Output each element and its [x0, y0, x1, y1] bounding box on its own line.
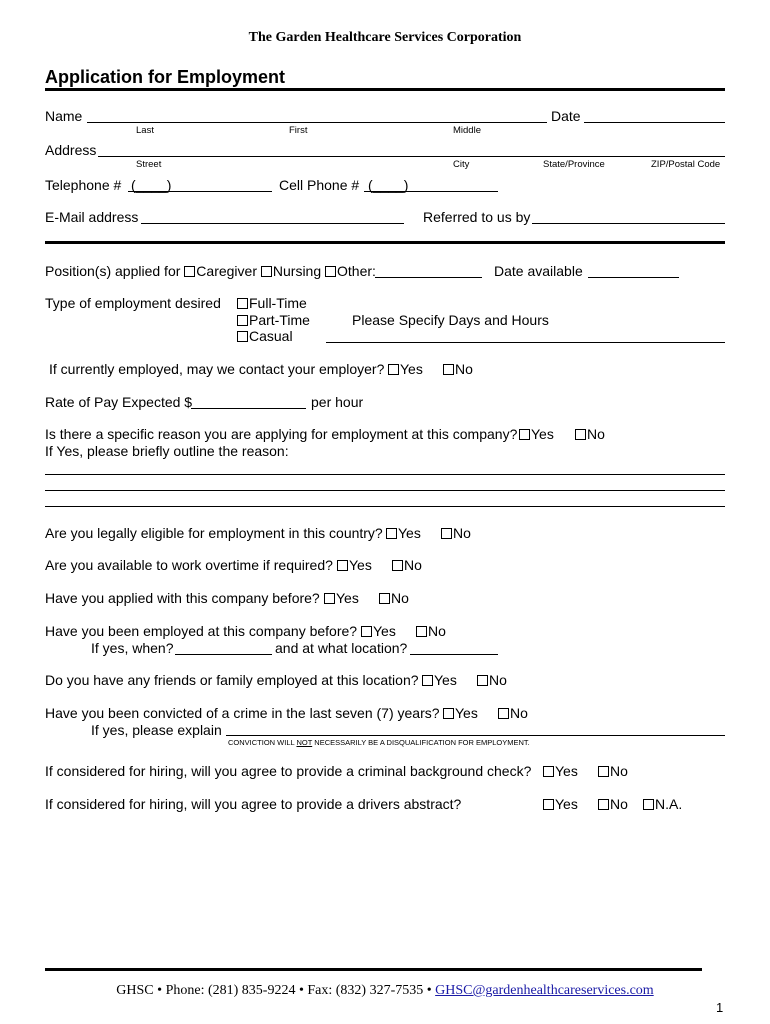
rate-label: Rate of Pay Expected $ — [45, 394, 193, 410]
conviction-note-end: NECESSARILY BE A DISQUALIFICATION FOR EMPLOYMENT. — [312, 738, 530, 747]
contact-yes-checkbox[interactable] — [388, 364, 399, 375]
crime-yes-option — [443, 705, 478, 721]
overtime-yes-option — [337, 557, 372, 573]
drivers-no-checkbox[interactable] — [598, 799, 609, 810]
overtime-no-option — [392, 557, 422, 573]
applied-yes-checkbox[interactable] — [324, 593, 335, 604]
other-label: Other: — [337, 263, 376, 279]
date-available-label: Date available — [494, 263, 583, 279]
eligible-yes-checkbox[interactable] — [386, 528, 397, 539]
reason-line-1[interactable] — [45, 474, 725, 475]
overtime-no-checkbox[interactable] — [392, 560, 403, 571]
friends-yes-option — [422, 672, 457, 688]
background-question: If considered for hiring, will you agree to provide a criminal background check? — [45, 763, 532, 779]
employed-yes-label: Yes — [373, 623, 396, 639]
overtime-no-label: No — [404, 557, 422, 573]
email-label: E-Mail address — [45, 209, 139, 225]
reason-no-label: No — [587, 426, 605, 442]
zip-sublabel: ZIP/Postal Code — [651, 159, 721, 170]
reason-no-option — [575, 426, 605, 442]
background-no-option — [598, 763, 628, 779]
friends-yes-label: Yes — [434, 672, 457, 688]
specify-days-label: Please Specify Days and Hours — [352, 312, 549, 328]
crime-question: Have you been convicted of a crime in the last seven (7) years? — [45, 705, 440, 721]
drivers-question: If considered for hiring, will you agree to provide a drivers abstract? — [45, 796, 462, 812]
friends-question: Do you have any friends or family employed at this location? — [45, 672, 419, 688]
eligible-no-checkbox[interactable] — [441, 528, 452, 539]
full-time-label: Full-Time — [249, 295, 307, 311]
cell-area: (____) — [368, 177, 409, 193]
telephone-label: Telephone # — [45, 177, 122, 193]
footer-bullet-2: • — [298, 983, 304, 998]
reason-line-3[interactable] — [45, 506, 725, 507]
drivers-na-checkbox[interactable] — [643, 799, 654, 810]
part-time-option — [237, 312, 310, 328]
friends-yes-checkbox[interactable] — [422, 675, 433, 686]
drivers-yes-label: Yes — [555, 796, 578, 812]
background-no-label: No — [610, 763, 628, 779]
background-yes-label: Yes — [555, 763, 578, 779]
employed-when-label: If yes, when? — [91, 640, 174, 656]
overtime-question: Are you available to work overtime if required? — [45, 557, 333, 573]
position-row — [45, 263, 376, 279]
eligible-no-option — [441, 525, 471, 541]
employed-no-label: No — [428, 623, 446, 639]
drivers-na-option — [643, 796, 682, 812]
eligible-yes-option — [386, 525, 421, 541]
crime-explain-field[interactable] — [226, 735, 725, 736]
casual-label: Casual — [249, 328, 293, 344]
eligible-question: Are you legally eligible for employment in this country? — [45, 525, 383, 541]
street-sublabel: Street — [136, 159, 162, 170]
applied-no-label: No — [391, 590, 409, 606]
applied-no-option — [379, 590, 409, 606]
referred-field[interactable] — [532, 223, 725, 224]
other-checkbox[interactable] — [325, 266, 336, 277]
employed-location-label: and at what location? — [275, 640, 408, 656]
specify-days-field[interactable] — [326, 342, 725, 343]
overtime-yes-label: Yes — [349, 557, 372, 573]
employed-no-checkbox[interactable] — [416, 626, 427, 637]
contact-employer-question: If currently employed, may we contact your employer? — [49, 361, 385, 377]
address-label: Address — [45, 142, 97, 158]
applied-no-checkbox[interactable] — [379, 593, 390, 604]
crime-yes-label: Yes — [455, 705, 478, 721]
reason-yes-checkbox[interactable] — [519, 429, 530, 440]
page-number: 1 — [716, 1000, 724, 1015]
contact-no-checkbox[interactable] — [443, 364, 454, 375]
applied-yes-label: Yes — [336, 590, 359, 606]
employed-no-option — [416, 623, 446, 639]
footer-bullet-1: • — [157, 983, 163, 998]
applied-yes-option — [324, 590, 359, 606]
background-yes-option — [543, 763, 578, 779]
state-sublabel: State/Province — [543, 159, 605, 170]
employed-when-field[interactable] — [175, 654, 272, 655]
section-rule — [45, 241, 725, 244]
overtime-yes-checkbox[interactable] — [337, 560, 348, 571]
telephone-area: (____) — [131, 177, 172, 193]
crime-yes-checkbox[interactable] — [443, 708, 454, 719]
employed-yes-option — [361, 623, 396, 639]
nursing-checkbox[interactable] — [261, 266, 272, 277]
footer-prefix: GHSC — [116, 983, 154, 998]
employed-location-field[interactable] — [410, 654, 498, 655]
other-position-field[interactable] — [375, 277, 482, 278]
email-field[interactable] — [141, 223, 404, 224]
applied-question: Have you applied with this company before? — [45, 590, 320, 606]
address-field[interactable] — [98, 156, 725, 157]
middle-sublabel: Middle — [453, 125, 481, 136]
nursing-label: Nursing — [272, 263, 322, 279]
form-title: Application for Employment — [45, 67, 286, 87]
conviction-note-not: NOT — [296, 738, 313, 747]
crime-explain-label: If yes, please explain — [91, 722, 222, 738]
footer-bullet-3: • — [426, 983, 432, 998]
rate-field[interactable] — [191, 408, 306, 409]
referred-label: Referred to us by — [423, 209, 531, 225]
drivers-no-label: No — [610, 796, 628, 812]
crime-no-option — [498, 705, 528, 721]
casual-option — [237, 328, 293, 344]
casual-checkbox[interactable] — [237, 331, 248, 342]
friends-no-label: No — [489, 672, 507, 688]
drivers-yes-option — [543, 796, 578, 812]
part-time-checkbox[interactable] — [237, 315, 248, 326]
contact-yes-option — [388, 361, 423, 377]
contact-yes-label: Yes — [400, 361, 423, 377]
date-field[interactable] — [584, 122, 725, 123]
crime-no-label: No — [510, 705, 528, 721]
first-sublabel: First — [289, 125, 308, 136]
eligible-yes-label: Yes — [398, 525, 421, 541]
background-no-checkbox[interactable] — [598, 766, 609, 777]
footer-contact — [0, 983, 770, 999]
footer-phone: Phone: (281) 835-9224 — [165, 983, 296, 998]
date-label: Date — [551, 108, 581, 124]
employed-yes-checkbox[interactable] — [361, 626, 372, 637]
city-sublabel: City — [453, 159, 470, 170]
date-available-field[interactable] — [588, 277, 679, 278]
full-time-checkbox[interactable] — [237, 298, 248, 309]
conviction-note — [228, 738, 530, 747]
name-field[interactable] — [87, 122, 547, 123]
caregiver-checkbox[interactable] — [184, 266, 195, 277]
caregiver-label: Caregiver — [196, 263, 257, 279]
conviction-note-start: CONVICTION WILL — [228, 738, 297, 747]
position-label: Position(s) applied for — [45, 263, 181, 279]
footer-fax: Fax: (832) 327-7535 — [307, 983, 424, 998]
footer-rule — [45, 968, 702, 971]
friends-no-checkbox[interactable] — [477, 675, 488, 686]
reason-yes-option — [519, 426, 554, 442]
part-time-label: Part-Time — [249, 312, 310, 328]
title-rule — [45, 88, 725, 91]
reason-line-2[interactable] — [45, 490, 725, 491]
drivers-na-label: N.A. — [655, 796, 683, 812]
full-time-option — [237, 295, 307, 311]
contact-no-label: No — [455, 361, 473, 377]
employment-type-label: Type of employment desired — [45, 295, 221, 311]
friends-no-option — [477, 672, 507, 688]
company-name: The Garden Healthcare Services Corporation — [248, 30, 522, 45]
last-sublabel: Last — [136, 125, 154, 136]
name-label: Name — [45, 108, 83, 124]
reason-followup: If Yes, please briefly outline the reason: — [45, 443, 289, 459]
reason-question: Is there a specific reason you are applying for employment at this company? — [45, 426, 518, 442]
telephone-field[interactable] — [128, 191, 272, 192]
drivers-yes-checkbox[interactable] — [543, 799, 554, 810]
per-hour-label: per hour — [311, 394, 364, 410]
cell-label: Cell Phone # — [279, 177, 360, 193]
crime-no-checkbox[interactable] — [498, 708, 509, 719]
contact-no-option — [443, 361, 473, 377]
reason-no-checkbox[interactable] — [575, 429, 586, 440]
eligible-no-label: No — [453, 525, 471, 541]
drivers-no-option — [598, 796, 628, 812]
background-yes-checkbox[interactable] — [543, 766, 554, 777]
footer-email-link[interactable]: GHSC@gardenhealthcareservices.com — [435, 983, 654, 998]
employed-question: Have you been employed at this company before? — [45, 623, 358, 639]
cell-field[interactable] — [364, 191, 498, 192]
reason-yes-label: Yes — [531, 426, 554, 442]
